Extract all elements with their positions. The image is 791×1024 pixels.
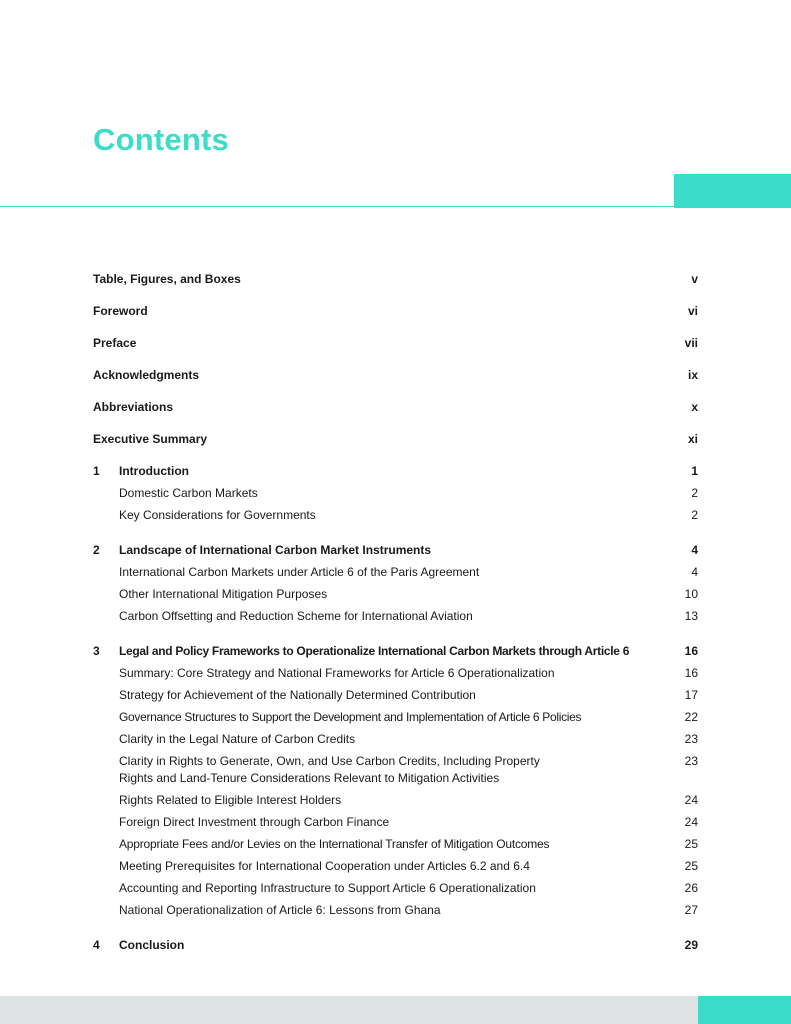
section-page: 23 (684, 754, 698, 768)
toc-section[interactable] (93, 564, 698, 581)
page-title: Contents (93, 122, 229, 157)
chapter-page: 29 (684, 938, 698, 952)
toc-entry-front-matter[interactable] (93, 303, 698, 320)
toc-section[interactable] (93, 753, 698, 787)
toc-section[interactable] (93, 880, 698, 897)
section-title: Summary: Core Strategy and National Frameworks for Article 6 Operationalization (119, 666, 555, 680)
section-title: Rights Related to Eligible Interest Holders (119, 793, 342, 807)
toc-section[interactable] (93, 687, 698, 704)
footer-accent-block (698, 996, 791, 1024)
toc-entry-label: Table, Figures, and Boxes (93, 272, 241, 286)
section-page: 17 (684, 688, 698, 702)
section-title: Key Considerations for Governments (119, 508, 316, 522)
toc-section[interactable] (93, 792, 698, 809)
section-title: Carbon Offsetting and Reduction Scheme for International Aviation (119, 609, 473, 623)
chapter-title: Conclusion (119, 938, 185, 952)
section-page: 16 (684, 666, 698, 680)
chapter-title: Landscape of International Carbon Market Instruments (119, 543, 432, 557)
section-page: 13 (684, 609, 698, 623)
section-title: National Operationalization of Article 6: Lessons from Ghana (119, 903, 441, 917)
toc-entry-label: Abbreviations (93, 400, 174, 414)
chapter-page: 16 (684, 644, 698, 658)
header-accent-block (674, 174, 791, 208)
chapter-page: 4 (691, 543, 698, 557)
section-title: Foreign Direct Investment through Carbon Finance (119, 815, 390, 829)
toc-entry-page: vii (684, 336, 698, 350)
section-title: Accounting and Reporting Infrastructure to Support Article 6 Operationalization (119, 881, 536, 895)
toc-entry-page: v (691, 272, 698, 286)
section-page: 4 (691, 565, 698, 579)
chapter-number: 1 (93, 464, 100, 478)
chapter-page: 1 (691, 464, 698, 478)
section-page: 23 (684, 732, 698, 746)
toc-section[interactable] (93, 902, 698, 919)
section-title: Appropriate Fees and/or Levies on the International Transfer of Mitigation Outcomes (119, 837, 550, 851)
section-page: 24 (684, 815, 698, 829)
toc-section[interactable] (93, 814, 698, 831)
chapter-number: 4 (93, 938, 100, 952)
toc-chapter-4[interactable] (93, 937, 698, 954)
footer-bar (0, 996, 698, 1024)
toc-section[interactable] (93, 836, 698, 853)
toc-chapter-1[interactable] (93, 463, 698, 480)
section-title: Other International Mitigation Purposes (119, 587, 328, 601)
section-page: 10 (684, 587, 698, 601)
section-title: Clarity in the Legal Nature of Carbon Credits (119, 732, 356, 746)
section-title: Meeting Prerequisites for International Cooperation under Articles 6.2 and 6.4 (119, 859, 530, 873)
chapter-title: Introduction (119, 464, 189, 478)
toc-section[interactable] (93, 665, 698, 682)
section-title: Strategy for Achievement of the Nationally Determined Contribution (119, 688, 476, 702)
section-page: 2 (691, 486, 698, 500)
toc-section[interactable] (93, 608, 698, 625)
table-of-contents (93, 271, 698, 959)
toc-entry-label: Acknowledgments (93, 368, 200, 382)
toc-entry-page: x (691, 400, 698, 414)
section-title: Clarity in Rights to Generate, Own, and Use Carbon Credits, Including Property Rights and Land-Tenure Considerations Relevant to Mitigation Activities (119, 754, 540, 785)
section-page: 25 (684, 859, 698, 873)
toc-entry-front-matter[interactable] (93, 431, 698, 448)
toc-entry-front-matter[interactable] (93, 335, 698, 352)
toc-section[interactable] (93, 731, 698, 748)
chapter-title: Legal and Policy Frameworks to Operationalize International Carbon Markets through Article 6 (119, 644, 630, 658)
toc-entry-label: Foreword (93, 304, 148, 318)
toc-entry-label: Preface (93, 336, 137, 350)
chapter-number: 2 (93, 543, 100, 557)
toc-section[interactable] (93, 709, 698, 726)
toc-entry-front-matter[interactable] (93, 367, 698, 384)
section-page: 25 (684, 837, 698, 851)
section-page: 24 (684, 793, 698, 807)
section-page: 27 (684, 903, 698, 917)
toc-entry-page: vi (687, 304, 698, 318)
toc-entry-page: xi (687, 432, 698, 446)
header-rule (0, 206, 675, 207)
toc-entry-front-matter[interactable] (93, 399, 698, 416)
toc-entry-front-matter[interactable] (93, 271, 698, 288)
toc-entry-page: ix (687, 368, 698, 382)
toc-section[interactable] (93, 507, 698, 524)
toc-entry-label: Executive Summary (93, 432, 208, 446)
section-title: Domestic Carbon Markets (119, 486, 258, 500)
toc-section[interactable] (93, 586, 698, 603)
section-page: 2 (691, 508, 698, 522)
chapter-number: 3 (93, 644, 100, 658)
toc-section[interactable] (93, 858, 698, 875)
toc-chapter-2[interactable] (93, 542, 698, 559)
section-page: 22 (684, 710, 698, 724)
section-page: 26 (684, 881, 698, 895)
section-title: International Carbon Markets under Article 6 of the Paris Agreement (119, 565, 480, 579)
toc-section[interactable] (93, 485, 698, 502)
section-title: Governance Structures to Support the Development and Implementation of Article 6 Policies (119, 710, 582, 724)
toc-chapter-3[interactable] (93, 643, 698, 660)
